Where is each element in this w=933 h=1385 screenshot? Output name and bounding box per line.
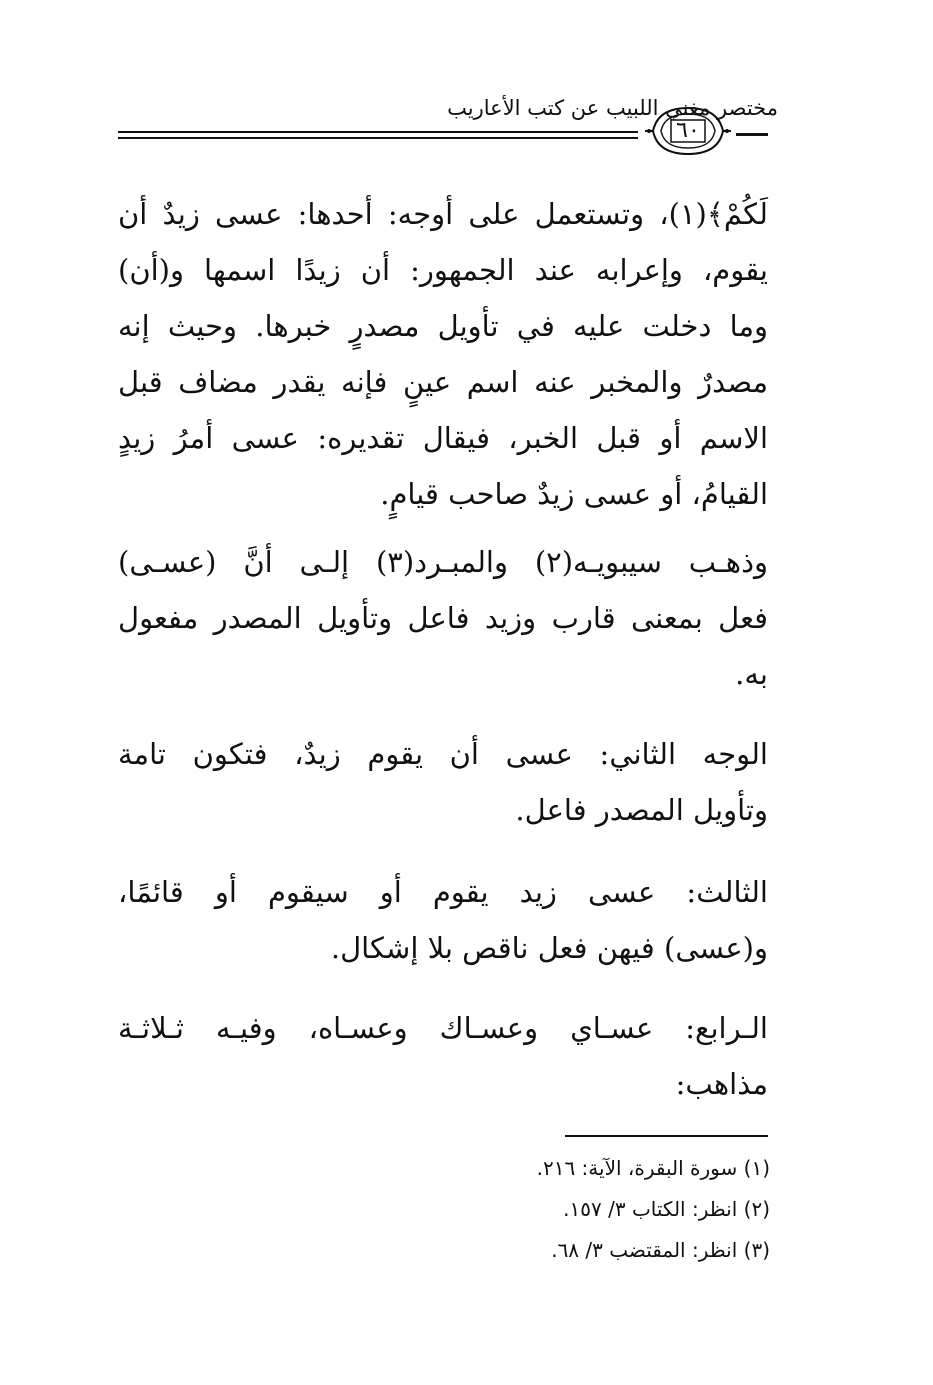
paragraph-line: وتأويل المصدر فاعل.	[515, 793, 768, 827]
paragraph-line: الثالث: عسى زيد يقوم أو سيقوم أو قائمًا،	[118, 875, 768, 909]
header-rule-top	[118, 131, 638, 133]
footnote-1: (١) سورة البقرة، الآية: ٢١٦.	[536, 1156, 770, 1180]
paragraph-1	[118, 186, 768, 522]
paragraph-line: الاسم أو قبل الخبر، فيقال تقديره: عسى أمرُ زيدٍ	[118, 421, 768, 455]
paragraph-line: الوجه الثاني: عسى أن يقوم زيدٌ، فتكون تامة	[118, 737, 768, 771]
page-number: ٦٠	[676, 118, 700, 143]
header-rule-bottom	[118, 137, 638, 139]
paragraph-line: القيامُ، أو عسى زيدٌ صاحب قيامٍ.	[380, 477, 768, 511]
footnote-3: (٣) انظر: المقتضب ٣/ ٦٨.	[551, 1238, 770, 1262]
paragraph-3	[118, 726, 768, 838]
footnote-separator	[565, 1135, 768, 1137]
paragraph-line: به.	[735, 657, 768, 691]
paragraph-line: فعل بمعنى قارب وزيد فاعل وتأويل المصدر مفعول	[118, 601, 768, 635]
header-rule-right	[736, 133, 768, 136]
paragraph-line: مصدرٌ والمخبر عنه اسم عينٍ فإنه يقدر مضاف قبل	[118, 365, 768, 399]
paragraph-line: وذهـب سيبويـه(٢) والمبـرد(٣) إلـى أنَّ (عسـى)	[118, 545, 768, 579]
paragraph-line: و(عسى) فيهن فعل ناقص بلا إشكال.	[330, 931, 768, 965]
footnotes	[400, 1148, 770, 1271]
paragraph-line: مذاهب:	[675, 1067, 768, 1101]
paragraph-2	[118, 534, 768, 702]
paragraph-4	[118, 864, 768, 976]
paragraph-line: وما دخلت عليه في تأويل مصدرٍ خبرها. وحيث إنه	[118, 309, 768, 343]
book-title: مختصر مغني اللبيب عن كتب الأعاريب	[447, 96, 778, 120]
paragraph-5	[118, 1000, 768, 1112]
paragraph-line: لَكُمْ﴾(١)، وتستعمل على أوجه: أحدها: عسى زيدٌ أن	[118, 197, 768, 231]
page-number-ornament	[643, 104, 733, 158]
paragraph-line: يقوم، وإعرابه عند الجمهور: أن زيدًا اسمها و(أن)	[118, 253, 768, 287]
footnote-2: (٢) انظر: الكتاب ٣/ ١٥٧.	[563, 1197, 770, 1221]
paragraph-line: الـرابع: عسـاي وعسـاك وعسـاه، وفيـه ثـلاثـة	[118, 1011, 768, 1045]
